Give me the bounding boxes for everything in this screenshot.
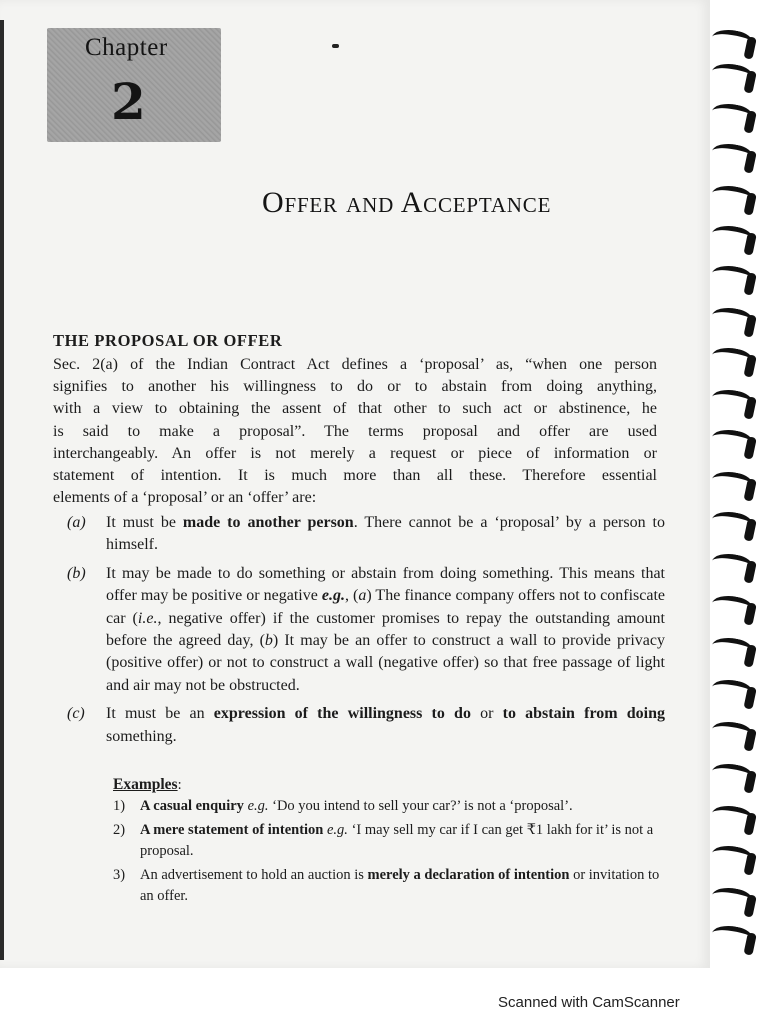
binding-coil-icon xyxy=(710,842,753,869)
intro-line: Sec. 2(a) of the Indian Contract Act defines a ‘proposal’ as, “when one person xyxy=(53,356,657,373)
example-emphasis: merely a declaration of intention xyxy=(367,867,570,883)
example-eg: e.g. xyxy=(247,798,269,814)
binding-coil-icon xyxy=(710,718,753,745)
intro-line: signifies to another his willingness to do or to abstain from doing anything, xyxy=(53,378,657,396)
example-item-3 xyxy=(113,865,665,907)
intro-line: interchangeably. An offer is not merely a request or piece of information or xyxy=(53,444,657,462)
item-text: It must be xyxy=(106,514,183,531)
item-marker: (b) xyxy=(67,564,86,582)
intro-paragraph xyxy=(53,354,657,509)
item-emphasis: e.g. xyxy=(321,587,345,605)
binding-coil-icon xyxy=(710,676,753,703)
examples-heading: Examples xyxy=(113,776,178,793)
binding-coil-icon xyxy=(710,100,753,127)
binding-coil-icon xyxy=(710,592,753,619)
example-number: 3) xyxy=(113,867,126,883)
example-number: 1) xyxy=(113,798,126,814)
binding-coil-icon xyxy=(710,634,753,661)
item-text: ) It may be an offer to construct a wall to provide privacy (positive offer) or not to construct a wall (negative offer) so that free passage of light and air may not be obstructed. xyxy=(106,632,665,694)
item-text: , ( xyxy=(344,587,359,605)
binding-coil-icon xyxy=(710,304,753,331)
item-text: , negative offer) if the customer promises to repay the outstanding amount before the agreed day, ( xyxy=(106,609,665,650)
chapter-title: Offer and Acceptance xyxy=(262,186,552,219)
binding-coil-icon xyxy=(710,508,753,535)
intro-line: statement of intention. It is much more than all these. Therefore essential xyxy=(53,467,657,485)
example-item-1 xyxy=(113,796,665,817)
page-edge xyxy=(0,20,4,960)
chapter-number: 2 xyxy=(111,72,146,131)
binding-coil-icon xyxy=(710,60,753,87)
item-text: or xyxy=(470,705,503,723)
example-item-2 xyxy=(113,820,665,862)
item-emphasis: to abstain from doing xyxy=(502,705,666,723)
example-eg: e.g. xyxy=(327,822,348,838)
examples-block xyxy=(113,774,665,910)
list-item-c xyxy=(53,703,665,748)
item-emphasis: expression of the willingness to do xyxy=(213,705,471,723)
scanner-watermark: Scanned with CamScanner xyxy=(498,994,680,1011)
printing-mark xyxy=(332,44,339,48)
item-text: ) The finance company offers not to confiscate car ( xyxy=(106,587,666,627)
example-text: or invitation to an offer. xyxy=(140,867,660,904)
binding-coil-icon xyxy=(710,468,753,495)
binding-coil-icon xyxy=(710,550,753,577)
item-text: . There cannot be a ‘proposal’ by a person to himself. xyxy=(106,514,666,554)
examples-colon: : xyxy=(177,777,182,793)
example-text: ‘I may sell my car if I can get ₹1 lakh for it’ is not a proposal. xyxy=(140,822,654,859)
examples-heading-row xyxy=(113,774,665,796)
example-text: An advertisement to hold an auction is xyxy=(140,867,368,883)
list-item-a xyxy=(53,512,665,557)
binding-coil-icon xyxy=(710,426,753,453)
section-heading: THE PROPOSAL OR OFFER xyxy=(53,331,283,350)
binding-coil-icon xyxy=(710,140,753,167)
intro-line: is said to make a proposal”. The terms proposal and offer are used xyxy=(53,422,657,440)
list-item-b xyxy=(53,563,665,697)
binding-coil-icon xyxy=(710,262,753,289)
item-emphasis: i.e. xyxy=(137,609,158,627)
item-marker: (a) xyxy=(67,514,86,531)
intro-line: with a view to obtaining the assent of that other to such act or abstinence, he xyxy=(53,400,657,418)
binding-coil-icon xyxy=(710,760,753,787)
binding-coil-icon xyxy=(710,344,753,371)
item-emphasis: made to another person xyxy=(182,514,354,531)
item-letter: b xyxy=(264,632,273,650)
binding-coil-icon xyxy=(710,922,753,949)
binding-coil-icon xyxy=(710,182,753,209)
elements-list xyxy=(53,512,665,754)
intro-line: elements of a ‘proposal’ or an ‘offer’ are: xyxy=(53,489,317,507)
binding-coil-icon xyxy=(710,222,753,249)
chapter-badge xyxy=(47,28,221,142)
item-letter: a xyxy=(358,587,367,605)
binding-coil-icon xyxy=(710,884,753,911)
item-text: It may be made to do something or abstain from doing something. This means that offer may be positive or negative xyxy=(106,564,665,605)
example-emphasis: A casual enquiry xyxy=(140,798,244,814)
binding-coil-icon xyxy=(710,386,753,413)
item-marker: (c) xyxy=(67,705,85,723)
item-text: something. xyxy=(106,727,177,745)
example-text: ‘Do you intend to sell your car?’ is not a ‘proposal’. xyxy=(268,798,573,814)
example-emphasis: A mere statement of intention xyxy=(140,822,324,838)
binding-coil-icon xyxy=(710,26,753,53)
item-text: It must be an xyxy=(106,705,214,723)
chapter-label: Chapter xyxy=(85,34,168,61)
binding-coil-icon xyxy=(710,802,753,829)
example-number: 2) xyxy=(113,822,126,838)
